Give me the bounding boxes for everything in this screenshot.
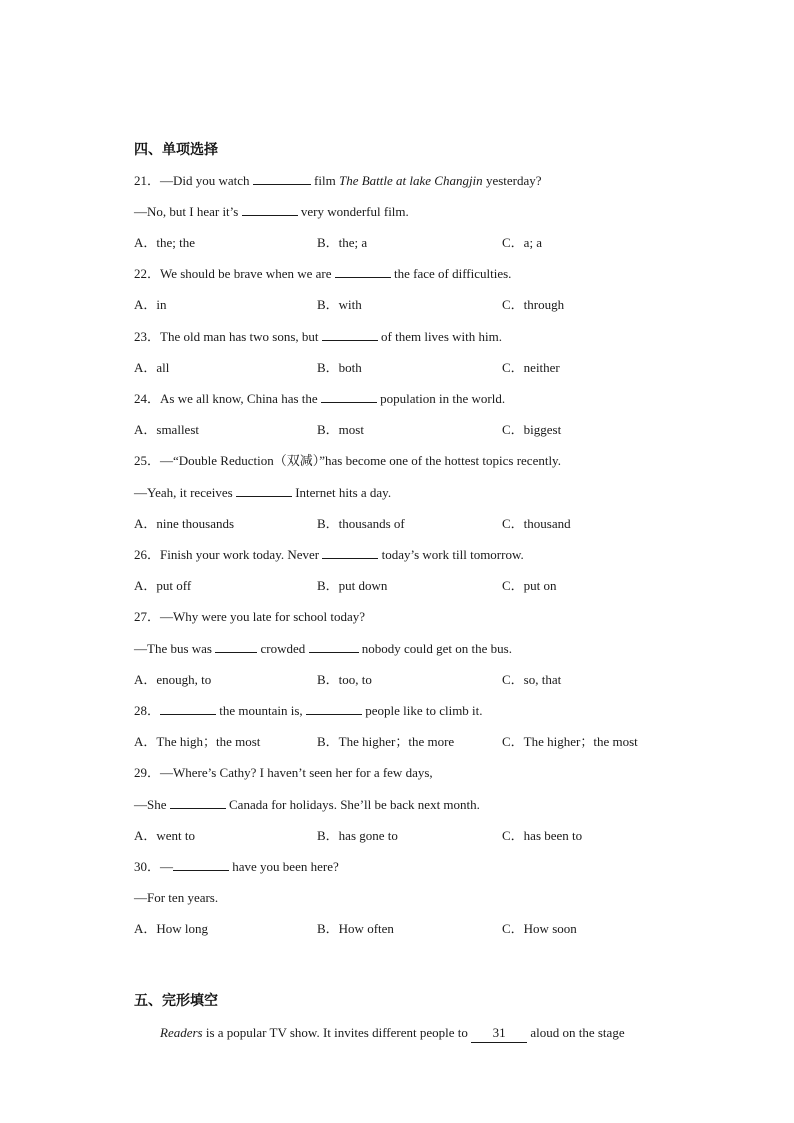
option-b[interactable]: B．has gone to (317, 828, 398, 843)
question-24-line-1: 24．As we all know, China has the population in the world. (134, 391, 506, 406)
option-c[interactable]: C．through (502, 297, 565, 312)
question-25-line-2: —Yeah, it receives Internet hits a day. (134, 485, 392, 500)
option-b[interactable]: B．The higher；the more (317, 734, 455, 749)
option-c[interactable]: C．put on (502, 578, 557, 593)
question-21-options (134, 234, 694, 252)
section-title-cloze: 五、完形填空 (134, 993, 218, 1009)
answer-blank (173, 858, 229, 871)
question-24-options (134, 421, 694, 439)
option-c[interactable]: C．a; a (502, 235, 543, 250)
option-c[interactable]: C．The higher；the most (502, 734, 638, 749)
option-a[interactable]: A．The high；the most (134, 734, 261, 749)
answer-blank (309, 640, 359, 653)
option-b[interactable]: B．put down (317, 578, 388, 593)
cloze-blank-31: 31 (471, 1024, 527, 1043)
question-28-options (134, 733, 694, 751)
option-c[interactable]: C．biggest (502, 422, 562, 437)
question-28-line-1: 28． the mountain is, people like to climb it. (134, 703, 483, 718)
question-30-line-2: —For ten years. (134, 890, 219, 905)
option-b[interactable]: B．the; a (317, 235, 368, 250)
film-title: The Battle at lake Changjin (338, 173, 483, 188)
question-23-line-1: 23．The old man has two sons, but of them lives with him. (134, 329, 502, 344)
option-b[interactable]: B．with (317, 297, 362, 312)
option-b[interactable]: B．thousands of (317, 516, 405, 531)
option-b[interactable]: B．too, to (317, 672, 372, 687)
question-21-line-2: —No, but I hear it’s very wonderful film. (134, 204, 409, 219)
answer-blank (306, 702, 362, 715)
question-30-options (134, 920, 694, 938)
answer-blank (335, 265, 391, 278)
option-b[interactable]: B．How often (317, 921, 394, 936)
option-b[interactable]: B．most (317, 422, 364, 437)
option-c[interactable]: C．has been to (502, 828, 583, 843)
option-a[interactable]: A．put off (134, 578, 192, 593)
question-26-options (134, 577, 694, 595)
question-22-options (134, 296, 694, 314)
answer-blank (242, 203, 298, 216)
answer-blank (170, 796, 226, 809)
question-27-line-2: —The bus was crowded nobody could get on the bus. (134, 641, 512, 656)
question-29-options (134, 827, 694, 845)
show-title: Readers (160, 1025, 203, 1040)
answer-blank (236, 484, 292, 497)
section-title-single-choice: 四、单项选择 (134, 142, 218, 158)
option-a[interactable]: A．all (134, 360, 170, 375)
question-29-line-2: —She Canada for holidays. She’ll be back next month. (134, 797, 480, 812)
option-a[interactable]: A．the; the (134, 235, 196, 250)
option-a[interactable]: A．smallest (134, 422, 199, 437)
option-a[interactable]: A．How long (134, 921, 209, 936)
question-27-options (134, 671, 694, 689)
option-c[interactable]: C．How soon (502, 921, 577, 936)
question-23-options (134, 359, 694, 377)
question-22-line-1: 22．We should be brave when we are the face of difficulties. (134, 266, 512, 281)
option-c[interactable]: C．thousand (502, 516, 571, 531)
option-b[interactable]: B．both (317, 360, 362, 375)
answer-blank (215, 640, 257, 653)
answer-blank (322, 546, 378, 559)
question-21-line-1: 21．—Did you watch film The Battle at lake Changjin yesterday? (134, 173, 542, 188)
option-c[interactable]: C．so, that (502, 672, 562, 687)
cloze-paragraph-line-1: Readers is a popular TV show. It invites different people to 31 aloud on the stage (160, 1024, 625, 1043)
option-a[interactable]: A．nine thousands (134, 516, 235, 531)
answer-blank (322, 328, 378, 341)
question-25-line-1: 25．—“Double Reduction（双减）”has become one of the hottest topics recently. (134, 453, 561, 468)
question-27-line-1: 27．—Why were you late for school today? (134, 609, 366, 624)
option-a[interactable]: A．enough, to (134, 672, 212, 687)
question-26-line-1: 26．Finish your work today. Never today’s work till tomorrow. (134, 547, 524, 562)
answer-blank (321, 390, 377, 403)
option-c[interactable]: C．neither (502, 360, 560, 375)
option-a[interactable]: A．in (134, 297, 167, 312)
option-a[interactable]: A．went to (134, 828, 196, 843)
question-29-line-1: 29．—Where’s Cathy? I haven’t seen her for a few days, (134, 765, 433, 780)
question-30-line-1: 30．— have you been here? (134, 859, 339, 874)
question-25-options (134, 515, 694, 533)
answer-blank (160, 702, 216, 715)
answer-blank (253, 172, 311, 185)
